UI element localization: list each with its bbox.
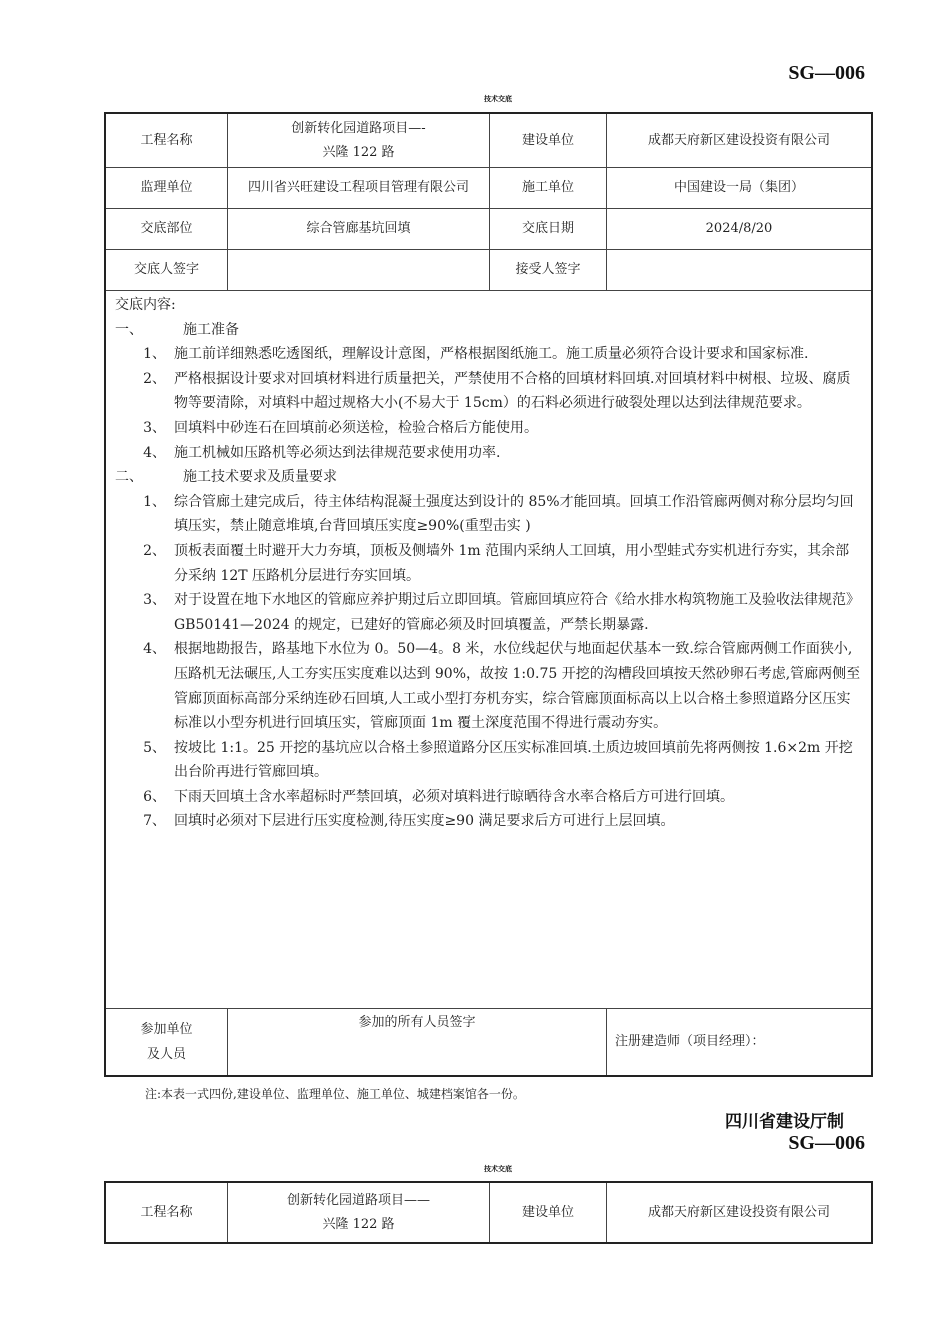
item-text: 按坡比 1:1。25 开挖的基坑应以合格土参照道路分区压实标准回填.土质边坡回填前先将两侧按 1.6×2m 开挖出台阶再进行管廊回填。 [174, 739, 853, 781]
footnote: 注:本表一式四份,建设单位、监理单位、施工单位、城建档案馆各一份。 [145, 1087, 525, 1101]
date-label: 交底日期 [490, 209, 607, 249]
signature-row [106, 250, 871, 291]
item-text: 对于设置在地下水地区的管廊应养护期过后立即回填。管廊回填应符合《给水排水构筑物施工及验收法律规范》GB50141—2024 的规定，已建好的管廊必须及时回填覆盖，严禁长期暴露. [174, 592, 860, 633]
owner-label: 建设单位 [490, 114, 607, 167]
item-text: 回填时必须对下层进行压实度检测,待压实度≥90 满足要求后方可进行上层回填。 [174, 813, 675, 830]
owner-label: 建设单位 [490, 1183, 607, 1242]
project-row [106, 114, 871, 168]
section2-list [115, 490, 863, 834]
engineer-sign-field [607, 1009, 871, 1075]
project-name-line2: 兴隆 122 路 [322, 1216, 395, 1232]
engineer-label: 注册建造师（项目经理）： [615, 1034, 765, 1049]
contractor-value: 中国建设一局（集团） [673, 180, 804, 195]
list-item [115, 539, 863, 588]
content-heading: 交底内容: [115, 297, 176, 313]
section-title: 施工准备 [183, 321, 239, 338]
item-text: 顶板表面覆土时避开大力夯填，顶板及侧墙外 1m 范围内采纳人工回填，用小型蛙式夯实机进行夯实，其余部分采纳 12T 压路机分层进行夯实回填。 [174, 542, 850, 584]
item-number: 4、 [143, 444, 166, 461]
list-item [115, 490, 863, 539]
issuer-mark: 四川省建设厅制 [725, 1112, 844, 1132]
section-heading [115, 318, 863, 343]
list-item [115, 367, 863, 416]
section-heading [115, 465, 863, 490]
item-text: 回填料中砂连石在回填前必须送检，检验合格后方能使用。 [174, 419, 538, 436]
item-number: 2、 [143, 542, 166, 559]
item-text: 综合管廊土建完成后，待主体结构混凝土强度达到设计的 85%才能回填。回填工作沿管廊两侧对称分层均匀回填压实，禁止随意堆填,台背回填压实度≥90%(重型击实 ) [174, 493, 854, 535]
receiver-sign-label: 接受人签字 [490, 250, 607, 290]
item-number: 4、 [143, 641, 166, 658]
list-item [115, 736, 863, 785]
form-title-page2: 技术交底 [484, 1165, 512, 1173]
item-text: 根据地勘报告，路基地下水位为 0。50—4。8 米，水位线起伏与地面起伏基本一致.综合管廊两侧工作面狭小,压路机无法碾压,人工夯实压实度难以达到 90%，故按 1:0.75 开挖的沟槽段回填按天然砂卵石考虑,管廊两侧至管廊顶面标高部分采纳连砂石回填,人工或小型打夯机夯实，综合管廊顶面标高以上以合格土参照道路分区压实标准以小型夯机进行回填压实，管廊顶面 1m 覆土深度范围不得进行震动夯实。 [174, 641, 861, 732]
project-name-label: 工程名称 [106, 1183, 228, 1242]
date-value: 2024/8/20 [705, 221, 773, 236]
participants-label-line1: 参加单位 [140, 1022, 193, 1037]
owner-value: 成都天府新区建设投资有限公司 [647, 132, 830, 148]
item-text: 下雨天回填土含水率超标时严禁回填，必须对填料进行晾晒待含水率合格后方可进行回填。 [174, 788, 734, 805]
item-number: 6、 [143, 788, 166, 805]
item-number: 3、 [143, 592, 166, 609]
item-number: 1、 [143, 493, 166, 510]
item-text: 严格根据设计要求对回填材料进行质量把关，严禁使用不合格的回填材料回填.对回填材料中树根、垃圾、腐质物等要清除，对填料中超过规格大小(不易大于 15cm）的石料必须进行破裂处理以达到法律规范要求。 [174, 370, 851, 412]
disclosure-table-page2 [104, 1181, 873, 1244]
list-item [115, 809, 863, 834]
project-name-value [228, 114, 490, 167]
form-code: SG—006 [788, 62, 865, 84]
project-row [106, 1183, 871, 1242]
item-text: 施工前详细熟悉吃透图纸，理解设计意图，严格根据图纸施工。施工质量必须符合设计要求和国家标准. [174, 346, 809, 363]
project-name-label: 工程名称 [106, 114, 228, 167]
section-number: 一、 [115, 321, 143, 338]
item-text: 施工机械如压路机等必须达到法律规范要求使用功率. [174, 444, 501, 461]
all-sign-label: 参加的所有人员签字 [358, 1015, 476, 1030]
participants-label-line2: 及人员 [146, 1047, 186, 1062]
list-item [115, 342, 863, 367]
all-sign-field [228, 1009, 607, 1075]
supervisor-value: 四川省兴旺建设工程项目管理有限公司 [228, 168, 490, 208]
contractor-label: 施工单位 [490, 168, 607, 208]
list-item [115, 637, 863, 735]
form-title: 技术交底 [484, 95, 512, 103]
giver-sign-label: 交底人签字 [106, 250, 228, 290]
part-value: 综合管廊基坑回填 [228, 209, 490, 249]
section-title: 施工技术要求及质量要求 [183, 469, 337, 486]
item-number: 2、 [143, 370, 166, 387]
participants-row [106, 1009, 871, 1075]
giver-sign-field [228, 250, 490, 290]
supervisor-row [106, 168, 871, 209]
section-number: 二、 [115, 469, 143, 486]
supervisor-label: 监理单位 [106, 168, 228, 208]
item-number: 7、 [143, 813, 166, 830]
item-number: 1、 [143, 346, 166, 363]
receiver-sign-field [607, 250, 871, 290]
part-row [106, 209, 871, 250]
project-name-line1: 创新转化园道路项目—- [291, 120, 426, 136]
project-name-line1: 创新转化园道路项目—— [286, 1192, 430, 1208]
list-item [115, 785, 863, 810]
disclosure-content [106, 291, 871, 1009]
list-item [115, 588, 863, 637]
project-name-value [228, 1183, 490, 1242]
part-label: 交底部位 [106, 209, 228, 249]
form-code-page2: SG—006 [788, 1132, 865, 1154]
list-item [115, 416, 863, 441]
disclosure-table [104, 112, 873, 1077]
owner-value: 成都天府新区建设投资有限公司 [647, 1204, 830, 1220]
item-number: 3、 [143, 419, 166, 436]
project-name-line2: 兴隆 122 路 [322, 144, 395, 160]
section1-list [115, 342, 863, 465]
participants-label [106, 1009, 228, 1075]
list-item [115, 441, 863, 466]
item-number: 5、 [143, 739, 166, 756]
